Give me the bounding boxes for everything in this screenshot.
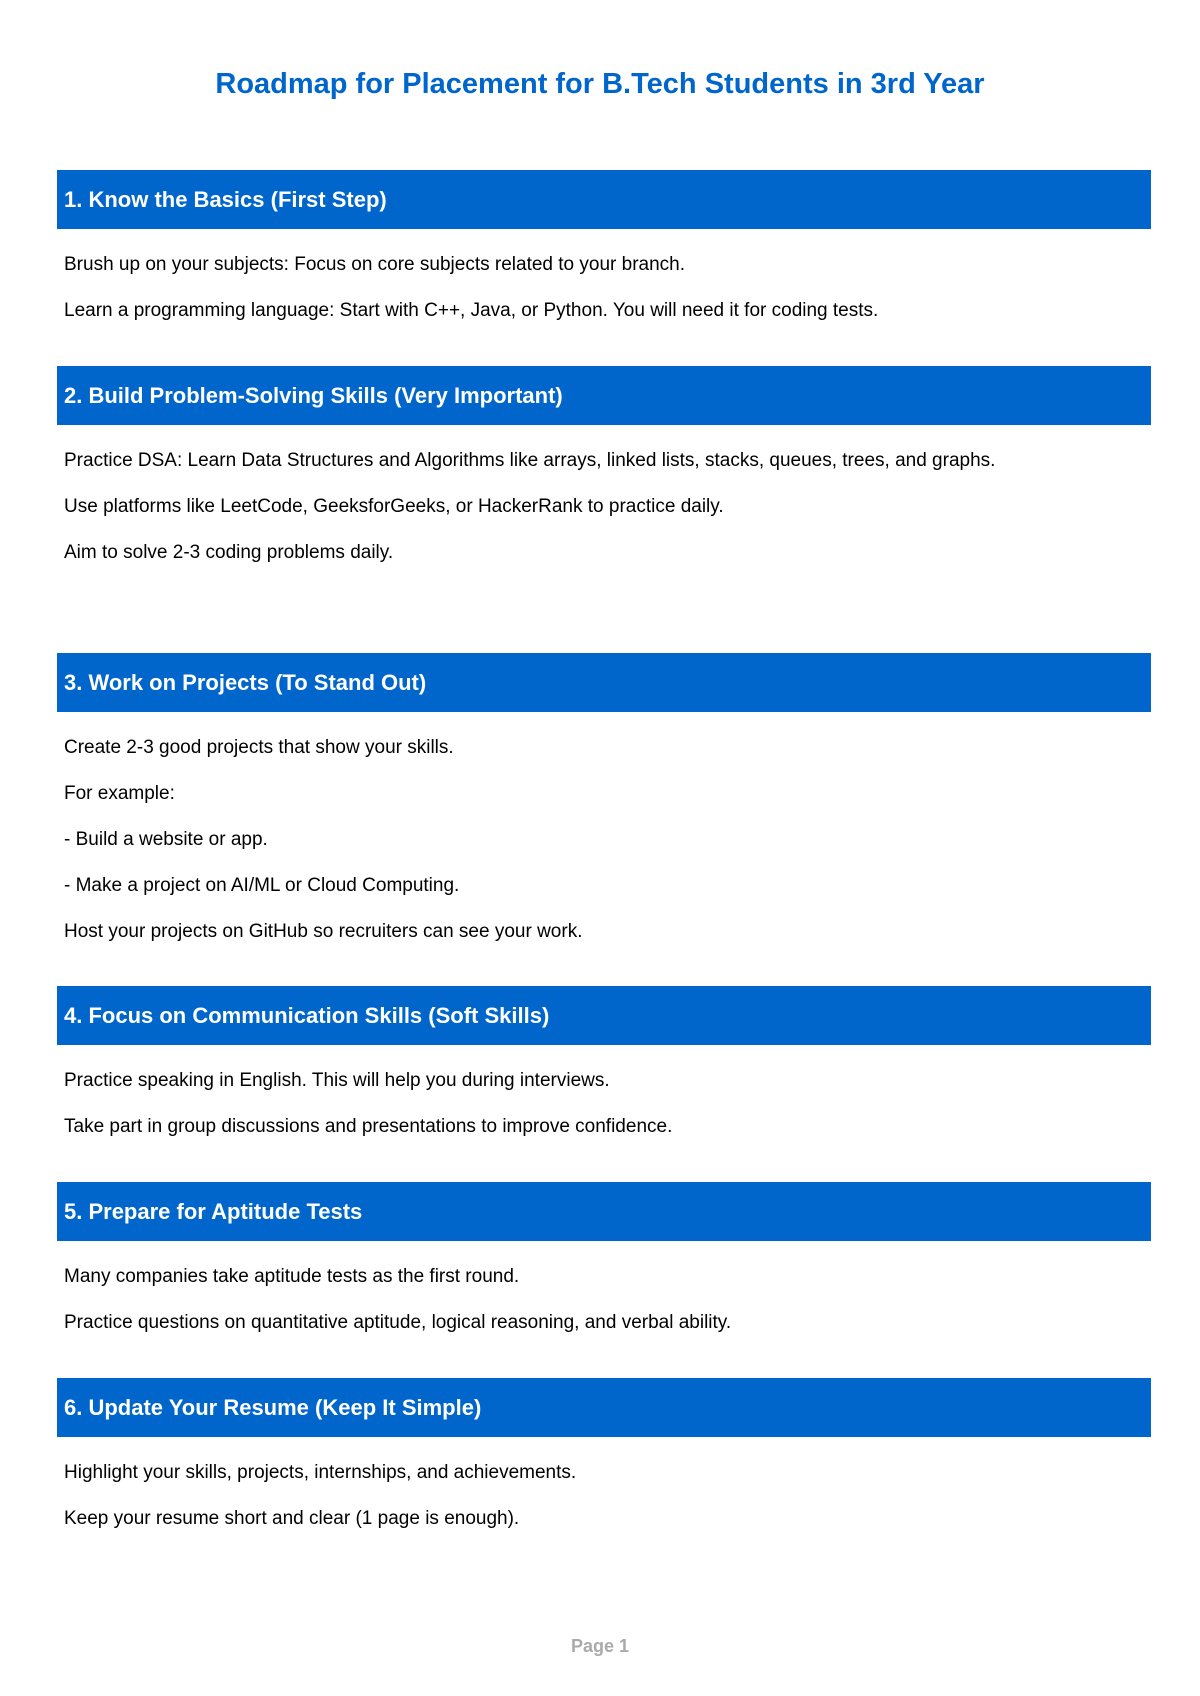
- section-body: [57, 725, 1151, 955]
- paragraph: Practice questions on quantitative aptitude, logical reasoning, and verbal ability.: [64, 1312, 732, 1333]
- section-body: [57, 1450, 1151, 1542]
- section-heading: 2. Build Problem-Solving Skills (Very Important): [57, 366, 1151, 425]
- paragraph: Aim to solve 2-3 coding problems daily.: [64, 542, 394, 563]
- section-body: [57, 242, 1151, 334]
- section-heading: 1. Know the Basics (First Step): [57, 170, 1151, 229]
- section-heading: 3. Work on Projects (To Stand Out): [57, 653, 1151, 712]
- paragraph: Practice speaking in English. This will help you during interviews.: [64, 1070, 610, 1091]
- paragraph: Brush up on your subjects: Focus on core subjects related to your branch.: [64, 254, 685, 275]
- paragraph: Keep your resume short and clear (1 page is enough).: [64, 1508, 520, 1529]
- section-body: [57, 1058, 1151, 1150]
- section-body: [57, 438, 1151, 576]
- section-resume: [57, 1378, 1151, 1542]
- list-item: - Make a project on AI/ML or Cloud Computing.: [64, 875, 460, 896]
- section-heading: 5. Prepare for Aptitude Tests: [57, 1182, 1151, 1241]
- list-item: - Build a website or app.: [64, 829, 268, 850]
- paragraph: Use platforms like LeetCode, GeeksforGeeks, or HackerRank to practice daily.: [64, 496, 724, 517]
- section-heading: 6. Update Your Resume (Keep It Simple): [57, 1378, 1151, 1437]
- page-title: Roadmap for Placement for B.Tech Students in 3rd Year: [215, 68, 985, 100]
- section-heading: 4. Focus on Communication Skills (Soft Skills): [57, 986, 1151, 1045]
- section-know-basics: [57, 170, 1151, 334]
- paragraph: Highlight your skills, projects, internships, and achievements.: [64, 1462, 577, 1483]
- section-body: [57, 1254, 1151, 1346]
- section-aptitude: [57, 1182, 1151, 1346]
- paragraph: Create 2-3 good projects that show your skills.: [64, 737, 454, 758]
- paragraph: For example:: [64, 783, 175, 804]
- paragraph: Many companies take aptitude tests as the first round.: [64, 1266, 520, 1287]
- section-projects: [57, 653, 1151, 955]
- paragraph: Learn a programming language: Start with C++, Java, or Python. You will need it for coding tests.: [64, 300, 879, 321]
- paragraph: Take part in group discussions and presentations to improve confidence.: [64, 1116, 673, 1137]
- page-number: Page 1: [570, 1636, 630, 1656]
- section-communication: [57, 986, 1151, 1150]
- paragraph: Host your projects on GitHub so recruiters can see your work.: [64, 921, 583, 942]
- section-problem-solving: [57, 366, 1151, 576]
- paragraph: Practice DSA: Learn Data Structures and Algorithms like arrays, linked lists, stacks, queues, trees, and graphs.: [64, 450, 996, 471]
